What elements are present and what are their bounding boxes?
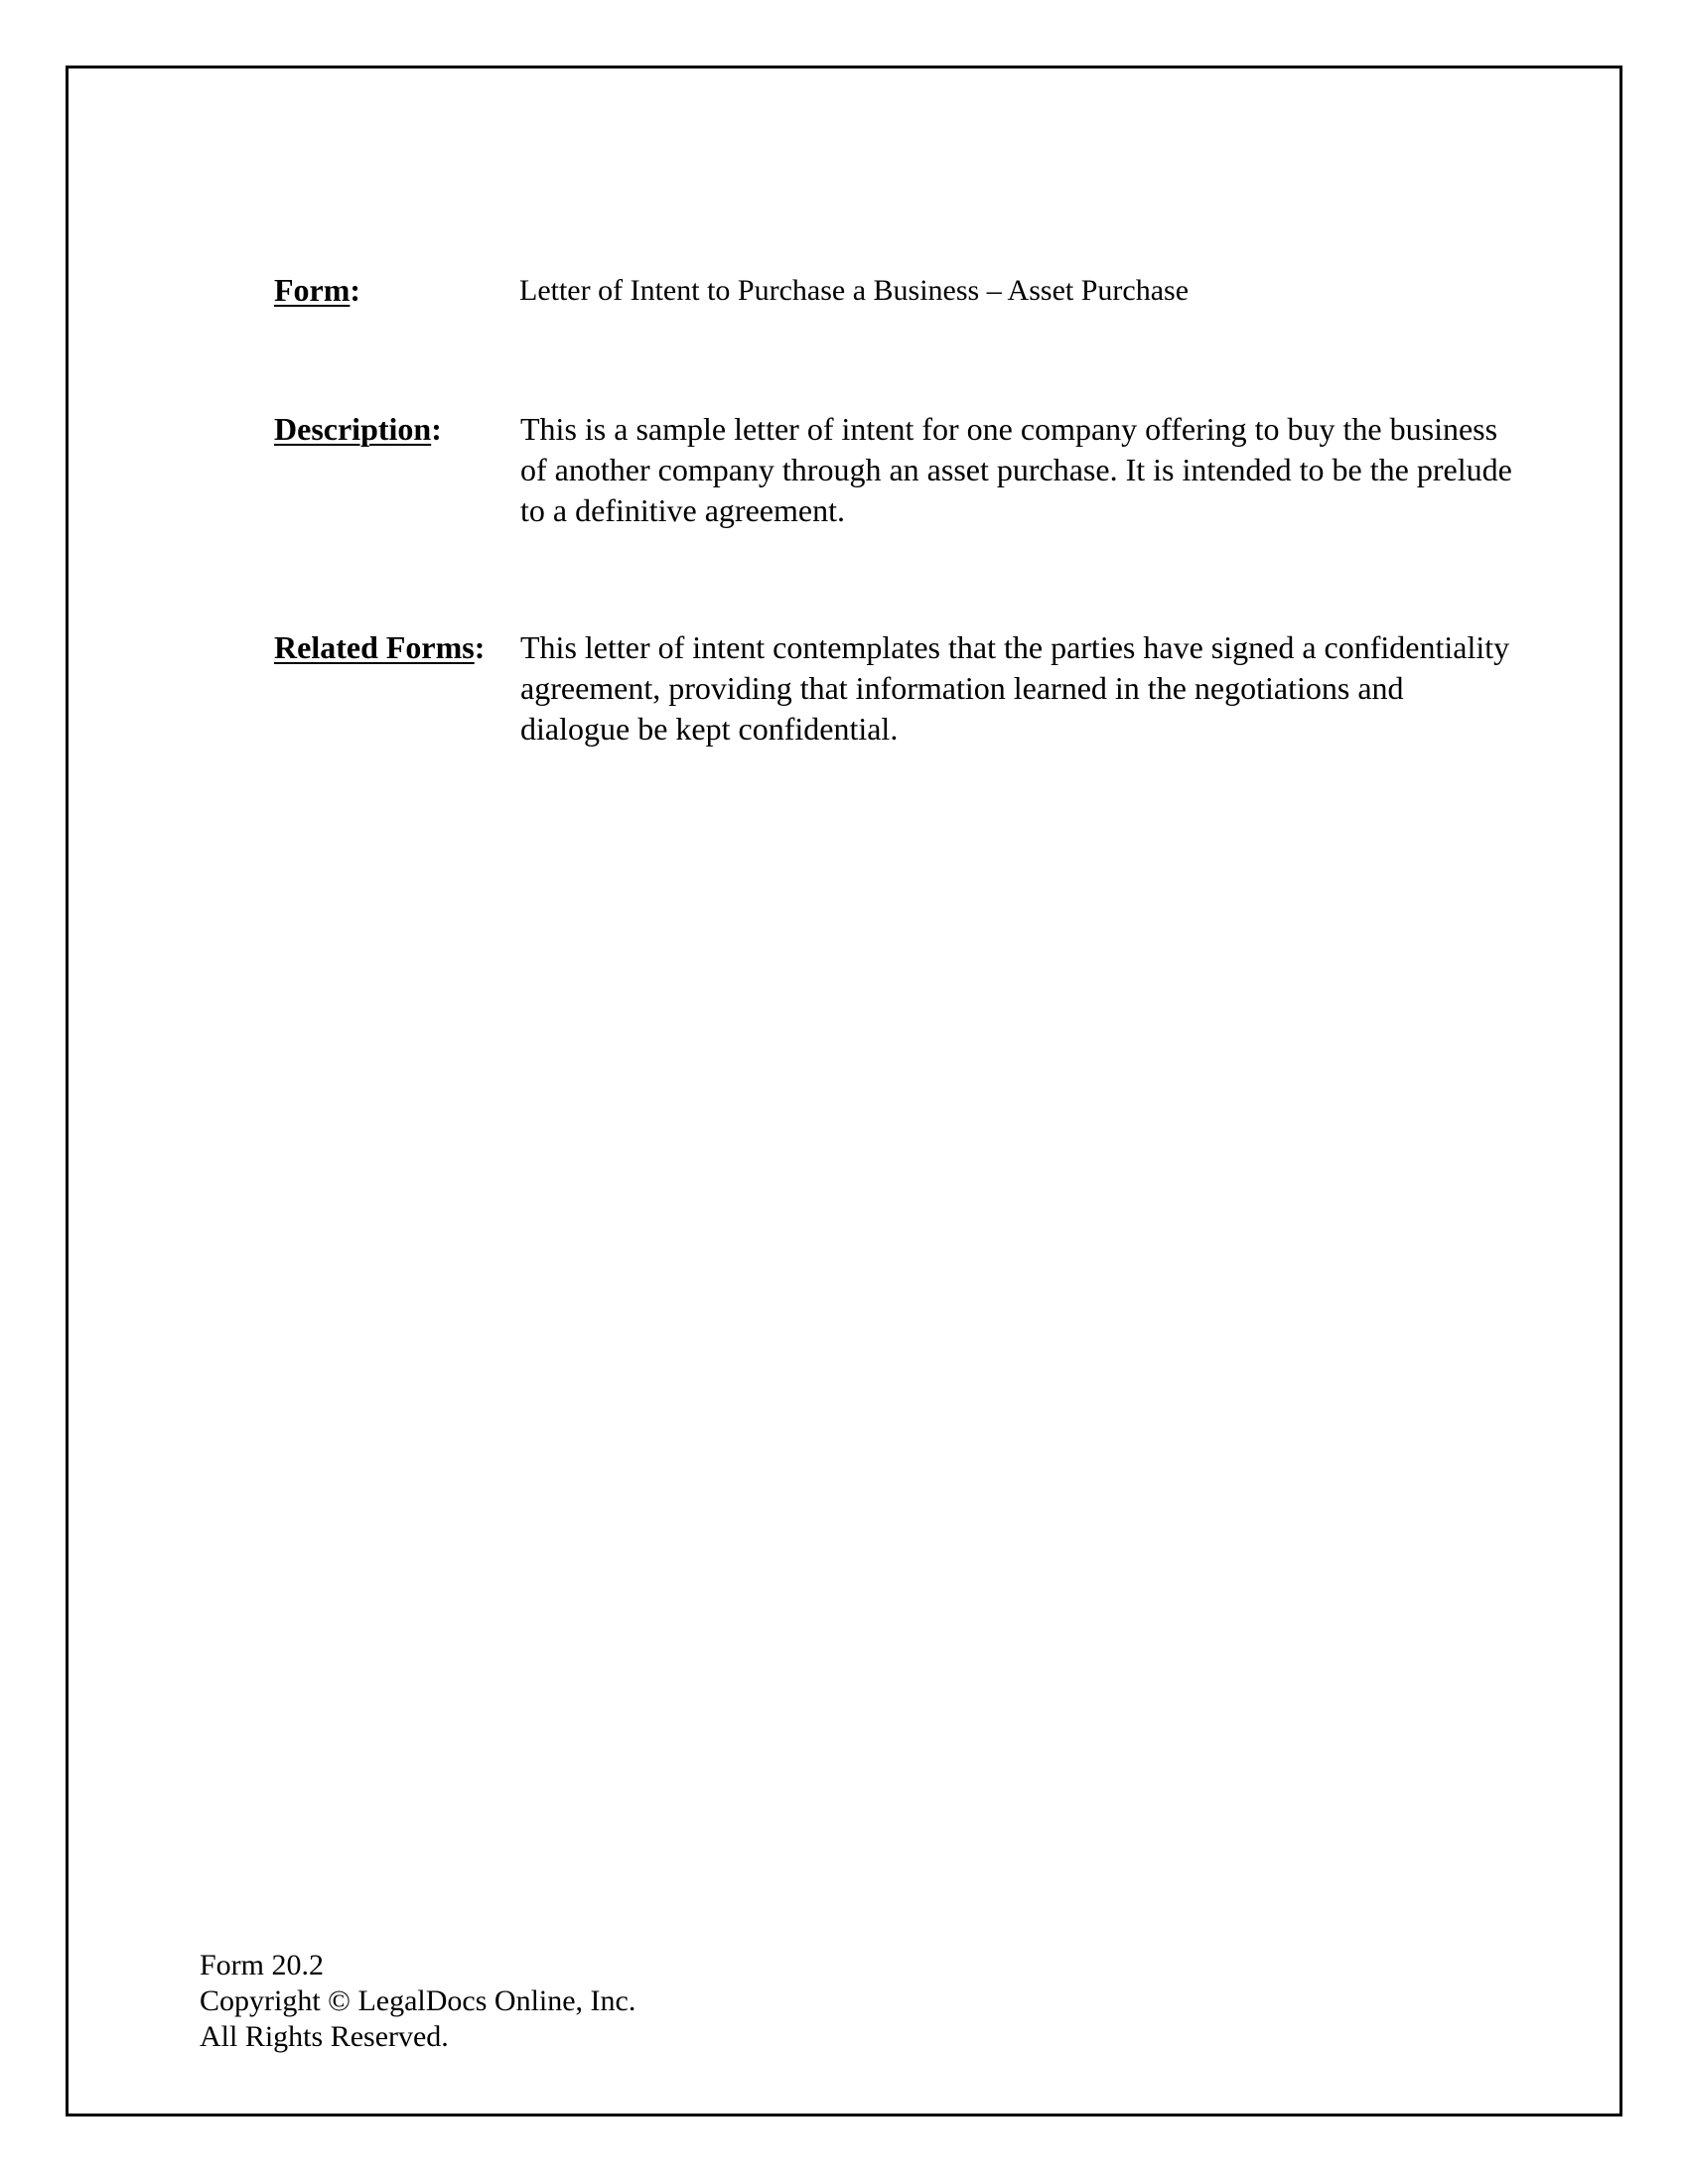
form-number: Form 20.2 (200, 1949, 325, 1981)
form-label-text: Form (274, 272, 351, 308)
form-title: Letter of Intent to Purchase a Business – Asset Purchase (519, 274, 1190, 307)
description-label-text: Description (274, 411, 432, 447)
related-forms-label-text: Related Forms (274, 629, 475, 665)
footer (200, 1948, 635, 2055)
related-forms-label-colon: : (474, 629, 486, 665)
description-label (274, 409, 442, 450)
copyright-notice: Copyright © LegalDocs Online, Inc. (200, 1984, 636, 2017)
rights-reserved: All Rights Reserved. (200, 2020, 449, 2053)
related-forms-text: This letter of intent contemplates that the parties have signed a confidentiality agreement, providing that information learned in the negotiations and dialogue be kept confidential. (520, 629, 1510, 747)
form-label (274, 270, 360, 311)
related-forms-label (274, 627, 485, 668)
page-border (66, 66, 1622, 2116)
form-label-colon: : (350, 272, 361, 308)
description-label-colon: : (431, 411, 442, 447)
description-text: This is a sample letter of intent for one company offering to buy the business of another company through an asset purchase. It is intended to be the prelude to a definitive agreement. (520, 411, 1512, 528)
